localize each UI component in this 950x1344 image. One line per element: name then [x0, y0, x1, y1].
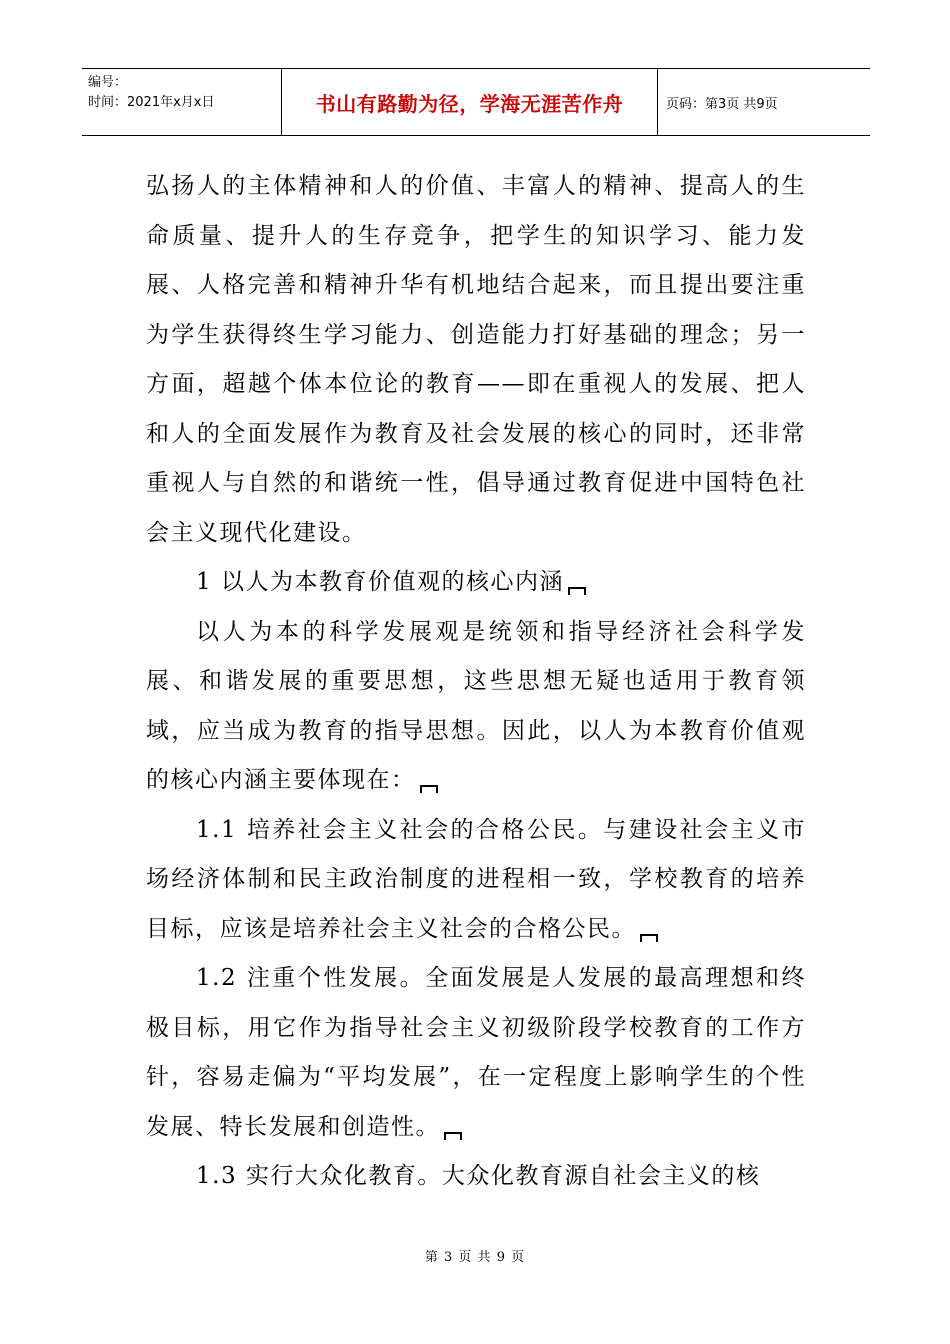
header-meta: [82, 69, 282, 135]
paragraph-mark-icon: [640, 934, 658, 942]
body-paragraph: 弘扬人的主体精神和人的价值、丰富人的精神、提高人的生命质量、提升人的生存竞争，把学生的知识学习、能力发展、人格完善和精神升华有机地结合起来，而且提出要注重为学生获得终生学习能力、创造能力打好基础的理念；另一方面，超越个体本位论的教育——即在重视人的发展、把人和人的全面发展作为教育及社会发展的核心的同时，还非常重视人与自然的和谐统一性，倡导通过教育促进中国特色社会主义现代化建设。: [146, 173, 806, 546]
page-footer: 第 3 页 共 9 页: [424, 1250, 526, 1265]
document-number-label: 编号：: [88, 75, 128, 90]
paragraph-mark-icon: [568, 587, 586, 595]
header-motto: 书山有路勤为径，学海无涯苦作舟: [282, 69, 658, 135]
body-paragraph: 以人为本的科学发展观是统领和指导经济社会科学发展、和谐发展的重要思想，这些思想无疑也适用于教育领域，应当成为教育的指导思想。因此，以人为本教育价值观的核心内涵主要体现在：: [146, 618, 806, 793]
header-page-info: 页码：第3页 共9页: [666, 96, 778, 112]
paragraph-mark-icon: [444, 1132, 462, 1140]
page-header: [82, 68, 870, 136]
document-body: [146, 162, 806, 1202]
body-paragraph: 1.1 培养社会主义社会的合格公民。与建设社会主义市场经济体制和民主政治制度的进程相一致，学校教育的培养目标，应该是培养社会主义社会的合格公民。: [146, 816, 806, 942]
section-heading: 1 以人为本教育价值观的核心内涵: [146, 558, 806, 608]
body-paragraph: 1.2 注重个性发展。全面发展是人发展的最高理想和终极目标，用它作为指导社会主义初级阶段学校教育的工作方针，容易走偏为“平均发展”，在一定程度上影响学生的个性发展、特长发展和创造性。: [146, 965, 806, 1140]
document-time-label: 时间：2021年x月x日: [88, 95, 215, 110]
paragraph-mark-icon: [420, 785, 438, 793]
body-paragraph: 1.3 实行大众化教育。大众化教育源自社会主义的核: [196, 1163, 761, 1189]
